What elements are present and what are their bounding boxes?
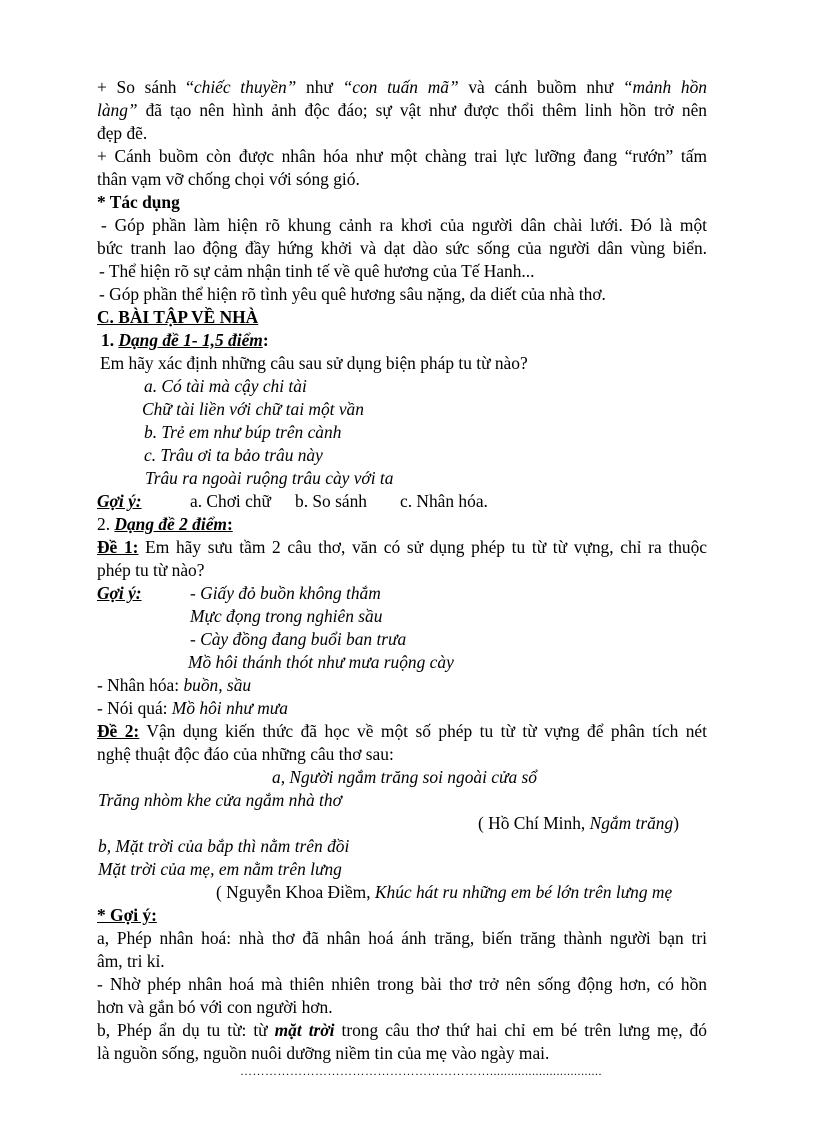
poem-line: a, Người ngắm trăng soi ngoài cửa sổ [272, 767, 537, 787]
paragraph-line: Đề 1: Em hãy sưu tầm 2 câu thơ, văn có sử dụng phép tu từ từ vựng, chỉ ra thuộc [97, 537, 707, 557]
poem-line: Mực đọng trong nghiên sầu [190, 606, 383, 626]
poem-source: ( Hồ Chí Minh, Ngắm trăng) [478, 813, 679, 833]
example-line: c. Trâu ơi ta bảo trâu này [144, 445, 323, 465]
tac-dung-heading: * Tác dụng [97, 192, 180, 212]
paragraph-line: + Cánh buồm còn được nhân hóa như một chàng trai lực lưỡng đang “rướn” tấm [97, 146, 707, 166]
answer-a: a. Chơi chữ [190, 491, 271, 511]
paragraph-line: b, Phép ẩn dụ tu từ: từ mặt trời trong câu thơ thứ hai chỉ em bé trên lưng mẹ, đó [97, 1020, 708, 1040]
paragraph-line: + So sánh “chiếc thuyền” như “con tuấn mã” và cánh buồm như “mảnh hồn [97, 77, 707, 97]
paragraph-line: làng” đã tạo nên hình ảnh độc đáo; sự vật như được thổi thêm linh hồn trở nên [97, 100, 707, 120]
dang-de-1-heading: 1. Dạng đề 1- 1,5 điểm: [101, 330, 269, 350]
paragraph-line: - Nhờ phép nhân hoá mà thiên nhiên trong bài thơ trở nên sống động hơn, có hồn [97, 974, 707, 994]
paragraph-line: Đề 2: Vận dụng kiến thức đã học về một số phép tu từ từ vựng để phân tích nét [97, 721, 707, 741]
paragraph-line: - Góp phần thể hiện rõ tình yêu quê hương sâu nặng, da diết của nhà thơ. [99, 284, 606, 304]
goi-y-answer-line: Gợi ý: [97, 491, 142, 511]
paragraph-line: nghệ thuật độc đáo của những câu thơ sau: [97, 744, 394, 764]
question-line: Em hãy xác định những câu sau sử dụng biện pháp tu từ nào? [100, 353, 528, 373]
goi-y-label: Gợi ý: [97, 583, 142, 603]
example-line: b. Trẻ em như búp trên cành [144, 422, 342, 442]
answer-c: c. Nhân hóa. [400, 491, 488, 511]
dotted-separator: ……………………………………………………................................ [240, 1064, 602, 1078]
paragraph-line: là nguồn sống, nguồn nuôi dưỡng niềm tin của mẹ vào ngày mai. [97, 1043, 550, 1063]
paragraph-line: bức tranh lao động đầy hứng khởi và dạt dào sức sống của người dân vùng biển. [97, 238, 707, 258]
example-line: Chữ tài liền với chữ tai một vần [142, 399, 364, 419]
poem-line: Mặt trời của mẹ, em nằm trên lưng [98, 859, 342, 879]
answer-line: - Nói quá: Mồ hôi như mưa [97, 698, 288, 718]
poem-line: - Cày đồng đang buổi ban trưa [190, 629, 407, 649]
paragraph-line: đẹp đẽ. [97, 123, 148, 143]
paragraph-line: phép tu từ nào? [97, 560, 205, 580]
example-line: a. Có tài mà cậy chi tài [144, 376, 307, 396]
paragraph-line: a, Phép nhân hoá: nhà thơ đã nhân hoá ánh trăng, biến trăng thành người bạn tri [97, 928, 707, 948]
paragraph-line: thân vạm vỡ chống chọi với sóng gió. [97, 169, 360, 189]
example-line: Trâu ra ngoài ruộng trâu cày với ta [145, 468, 394, 488]
poem-source: ( Nguyễn Khoa Điềm, Khúc hát ru những em bé lớn trên lưng mẹ [216, 882, 673, 902]
section-c-heading: C. BÀI TẬP VỀ NHÀ [97, 307, 259, 327]
paragraph-line: - Thể hiện rõ sự cảm nhận tinh tế về quê hương của Tế Hanh... [99, 261, 535, 281]
poem-line: Trăng nhòm khe cửa ngắm nhà thơ [98, 790, 342, 810]
poem-line: b, Mặt trời của bắp thì nằm trên đồi [98, 836, 350, 856]
poem-line: Mồ hôi thánh thót như mưa ruộng cày [188, 652, 454, 672]
goi-y-heading: * Gợi ý: [97, 905, 157, 925]
paragraph-line: - Góp phần làm hiện rõ khung cảnh ra khơi của người dân chài lưới. Đó là một [101, 215, 707, 235]
dang-de-2-heading: 2. Dạng đề 2 điểm: [97, 514, 233, 534]
paragraph-line: hơn và gắn bó với con người hơn. [97, 997, 333, 1017]
paragraph-line: âm, tri kỉ. [97, 951, 165, 971]
answer-line: - Nhân hóa: buồn, sầu [97, 675, 252, 695]
poem-line: - Giấy đỏ buồn không thắm [190, 583, 381, 603]
answer-b: b. So sánh [295, 491, 367, 511]
